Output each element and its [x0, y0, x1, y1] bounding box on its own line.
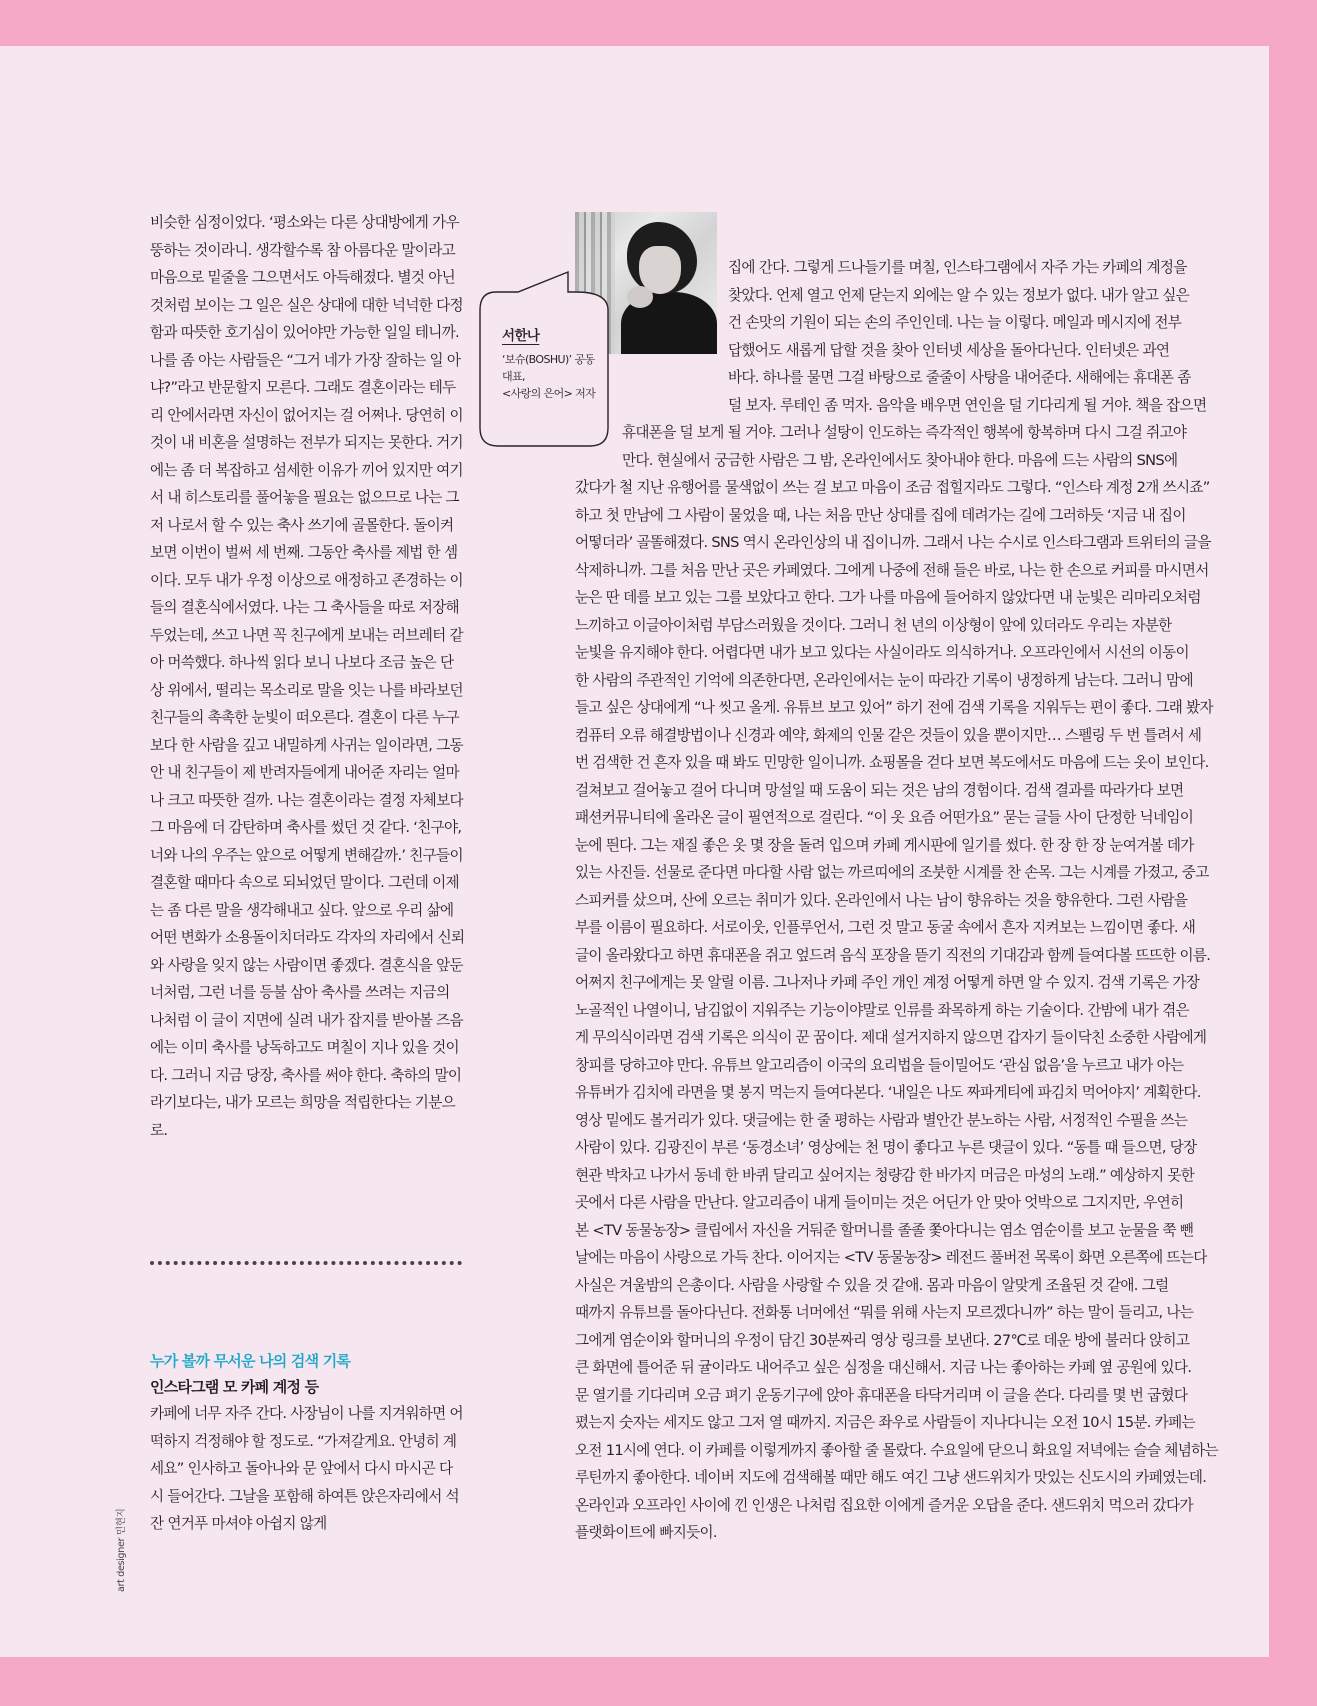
text-line: 루틴까지 좋아한다. 네이버 지도에 검색해볼 때만 해도 여긴 그냥 샌드위치가 맛있는 신도시의 카페였는데. [575, 1469, 1207, 1486]
text-line: 바다. 하나를 물면 그걸 바탕으로 줄줄이 사탕을 내어준다. 새해에는 휴대폰 좀 [728, 369, 1191, 386]
text-line: 하고 첫 만남에 그 사람이 물었을 때, 나는 처음 만난 상대를 집에 데려가는 길에 그러하듯 ‘지금 내 집이 [575, 506, 1186, 524]
text-line: 휴대폰을 덜 보게 될 거야. 그러나 설탕이 인도하는 즉각적인 행복에 항복하며 다시 그걸 쥐고야 [622, 424, 1187, 441]
text-line: 눈빛을 유지해야 한다. 어렵다면 내가 보고 있다는 사실이라도 의식하거나. 오프라인에서 시선의 이동이 [575, 644, 1189, 661]
text-line: 삭제하니까. 그를 처음 만난 곳은 카페였다. 그에게 나중에 전해 들은 바로, 나는 한 손으로 커피를 마시면서 [575, 561, 1209, 579]
text-line: 부를 이름이 필요하다. 서로이웃, 인플루언서, 그런 것 말고 동굴 속에서 흔자 지켜보는 느낌이면 좋다. 새 [575, 919, 1196, 936]
text-line: 있는 사진들. 선물로 준다면 마다할 사람 없는 까르띠에의 조붓한 시계를 찬 손목. 그는 시계를 가졌고, 중고 [575, 864, 1209, 881]
designer-credit: art designer 민현지 [116, 1508, 127, 1592]
text-line: 한 사람의 주관적인 기억에 의존한다면, 온라인에서는 눈이 따라간 기록이 냉정하게 남는다. 그러니 맘에 [575, 671, 1193, 689]
text-line: 영상 밑에도 볼거리가 있다. 댓글에는 한 줄 평하는 사람과 별안간 분노하는 사람, 서정적인 수필을 쓰는 [575, 1111, 1188, 1129]
text-line: 갔다가 철 지난 유행어를 물색없이 쓰는 걸 보고 마음이 조금 접힐지라도 그렇다. “인스타 계정 2개 쓰시죠” [575, 479, 1210, 496]
text-line: 덜 보자. 루테인 좀 먹자. 음악을 배우면 연인을 덜 기다리게 될 거야. 책을 잡으면 [728, 396, 1207, 414]
section-subtitle: 인스타그램 모 카페 계정 등 [150, 1378, 319, 1396]
text-line: 유튜버가 김치에 라면을 몇 봉지 먹는지 들여다본다. ‘내일은 나도 짜파게티에 파김치 먹어야지’ 계획한다. [575, 1084, 1201, 1101]
text-line: 눈에 띈다. 그는 재질 좋은 옷 몇 장을 돌려 입으며 카페 게시판에 일기를 썼다. 한 장 한 장 눈여겨볼 데가 [575, 836, 1194, 854]
left-column [150, 209, 465, 1144]
section-title: 누가 볼까 무서운 나의 검색 기록 [150, 1352, 351, 1370]
author-role: ‘보슈(BOSHU)’ 공동대표, [502, 353, 595, 383]
text-line: 문 열기를 기다리며 오금 펴기 운동기구에 앉아 휴대폰을 타닥거리며 이 글을 쓴다. 다리를 몇 번 굽혔다 [575, 1386, 1188, 1404]
dotted-divider [150, 1261, 462, 1265]
text-line: 때까지 유튜브를 돌아다닌다. 전화통 너머에선 “뭐를 위해 사는지 모르겠다니까” 하는 말이 들리고, 나는 [575, 1304, 1194, 1321]
text-line: 날에는 마음이 사랑으로 가득 찬다. 이어지는 <TV 동물농장> 레전드 풀버전 목록이 화면 오른쪽에 뜨는다 [575, 1249, 1207, 1266]
text-line: 스피커를 샀으며, 산에 오르는 취미가 있다. 온라인에서 나는 남이 향유하는 것을 향유한다. 그런 사람을 [575, 891, 1188, 909]
text-line: 큰 화면에 틀어준 뒤 귤이라도 내어주고 싶은 심정을 대신해서. 지금 나는 좋아하는 카페 옆 공원에 있다. [575, 1359, 1192, 1376]
text-line: 사실은 겨울밤의 은총이다. 사람을 사랑할 수 있을 것 같애. 몸과 마음이 알맞게 조율된 것 같애. 그럴 [575, 1276, 1169, 1294]
text-line: 본 <TV 동물농장> 클립에서 자신을 거둬준 할머니를 졸졸 쫓아다니는 염소 염순이를 보고 눈물을 쭉 뺀 [575, 1221, 1194, 1239]
text-line: 답했어도 새롭게 답할 것을 찾아 인터넷 세상을 돌아다닌다. 인터넷은 과연 [728, 341, 1170, 359]
text-line: 컴퓨터 오류 해결방법이나 신경과 예약, 화제의 인물 같은 것들이 있을 뿐이지만… 스펠링 두 번 틀려서 세 [575, 726, 1202, 744]
text-line: 어떻더라’ 골똘해졌다. SNS 역시 온라인상의 내 집이니까. 그래서 나는 수시로 인스타그램과 트위터의 글을 [575, 534, 1211, 551]
text-line: 글이 올라왔다고 하면 휴대폰을 쥐고 엎드려 음식 포장을 뜯기 직전의 기대감과 함께 들여다볼 뜨뜨한 이름. [575, 946, 1211, 964]
section-body: 카페에 너무 자주 간다. 사장님이 나를 지겨워하면 어떡하지 걱정해야 할 정도로. “가져갈게요. 안녕히 계세요” 인사하고 돌아나와 문 앞에서 다시 마시곤 다시 들어간다. 그날을 포함해 하여튼 앉은자리에서 석 잔 연거푸 마셔야 아쉽지 않게 [150, 1405, 463, 1532]
text-line: 건 손맛의 기원이 되는 손의 주인인데. 나는 늘 이렇다. 메일과 메시지에 전부 [728, 314, 1182, 331]
text-line: 어쩌지 친구에게는 못 알릴 이름. 그나저나 카페 주인 개인 계정 어떻게 하면 알 수 있지. 검색 기록은 가장 [575, 974, 1200, 991]
text-line: 오전 11시에 연다. 이 카페를 이렇게까지 좋아할 줄 몰랐다. 수요일에 닫으니 화요일 저녁에는 슬슬 체념하는 [575, 1441, 1218, 1459]
text-line: 플랫화이트에 빠지듯이. [575, 1524, 717, 1541]
text-line: 그에게 염순이와 할머니의 우정이 담긴 30분짜리 영상 링크를 보낸다. 27℃로 데운 방에 불러다 앉히고 [575, 1331, 1190, 1349]
text-line: 번 검색한 건 흔자 있을 때 봐도 민망한 일이니까. 쇼핑몰을 걷다 보면 복도에서도 마음에 드는 옷이 보인다. [575, 754, 1209, 771]
text-line: 걸쳐보고 걸어놓고 걸어 다니며 망설일 때 도움이 되는 것은 남의 경험이다. 검색 결과를 따라가다 보면 [575, 781, 1184, 799]
text-line: 사람이 있다. 김광진이 부른 ‘동경소녀’ 영상에는 천 명이 좋다고 누른 댓글이 있다. “동틀 때 들으면, 당장 [575, 1139, 1197, 1156]
text-line: 집에 간다. 그렇게 드나들기를 며칠, 인스타그램에서 자주 가는 카페의 계정을 [728, 259, 1187, 276]
text-line: 현관 박차고 나가서 동네 한 바퀴 달리고 싶어지는 청량감 한 바가지 머금은 마성의 노래.” 예상하지 못한 [575, 1166, 1195, 1184]
text-line: 눈은 딴 데를 보고 있는 그를 보았다고 한다. 그가 나를 마음에 들어하지 않았다면 내 눈빛은 리마리오처럼 [575, 589, 1201, 606]
text-line: 만다. 현실에서 궁금한 사람은 그 밤, 온라인에서도 찾아내야 한다. 마음에 드는 사람의 SNS에 [622, 451, 1178, 469]
search-history-section [150, 1348, 465, 1538]
author-book: <사랑의 은어> 저자 [502, 387, 596, 400]
text-line: 들고 싶은 상대에게 “나 씻고 올게. 유튜브 보고 있어” 하기 전에 검색 기록을 지워두는 편이 좋다. 그래 봤자 [575, 699, 1213, 716]
text-line: 느끼하고 이글아이처럼 부담스러웠을 것이다. 그러니 천 년의 이상형이 앞에 있더라도 우리는 자분한 [575, 616, 1172, 634]
text-line: 폈는지 숫자는 세지도 않고 그저 열 때까지. 지금은 좌우로 사람들이 지나다니는 오전 10시 15분. 카페는 [575, 1414, 1195, 1431]
text-line: 패션커뮤니티에 올라온 글이 필연적으로 걸린다. “이 옷 요즘 어떤가요” 묻는 글들 사이 단정한 닉네임이 [575, 809, 1194, 826]
text-line: 곳에서 다른 사람을 만난다. 알고리즘이 내게 들이미는 것은 어딘가 안 맞아 엇박으로 그지지만, 우연히 [575, 1194, 1184, 1211]
text-line: 찾았다. 언제 열고 언제 닫는지 외에는 알 수 있는 정보가 없다. 내가 알고 싶은 [728, 286, 1190, 304]
text-line: 온라인과 오프라인 사이에 낀 인생은 나처럼 집요한 이에게 즐거운 오답을 준다. 샌드위치 먹으러 갔다가 [575, 1496, 1193, 1514]
right-column [575, 254, 1225, 1547]
author-name: 서한나 [502, 328, 540, 344]
text-line: 게 무의식이라면 검색 기록은 의식이 꾼 꿈이다. 제대 설거지하지 않으면 갑자기 들이닥친 소중한 사람에게 [575, 1029, 1207, 1046]
left-paragraph: 비슷한 심정이었다. ‘평소와는 다른 상대방에게 가우뚱하는 것이라니. 생각할수록 참 아름다운 말이라고 마음으로 밑줄을 그으면서도 아득해졌다. 별것 아닌 것처럼 보이는 그 일은 실은 상대에 대한 넉넉한 다정함과 따뜻한 호기심이 있어야만 가능한 일일 테니까. 나를 좀 아는 사람들은 “그거 네가 가장 잘하는 일 아냐?”라고 반문할지 모른다. 그래도 결혼이라는 테두리 안에서라면 자신이 없어지는 걸 어쩌나. 당연히 이것이 내 비혼을 설명하는 전부가 되지는 못한다. 거기에는 좀 더 복잡하고 섬세한 이유가 끼어 있지만 여기서 내 히스토리를 풀어놓을 필요는 없으므로 나는 그저 나로서 할 수 있는 축사 쓰기에 골몰한다. 돌이켜보면 이번이 벌써 세 번째. 그동안 축사를 제법 한 셈이다. 모두 내가 우정 이상으로 애정하고 존경하는 이들의 결혼식에서였다. 나는 그 축사들을 따로 저장해두었는데, 쓰고 나면 꼭 친구에게 보내는 러브레터 같아 머쓱했다. 하나씩 읽다 보니 나보다 조금 높은 단상 위에서, 떨리는 목소리로 말을 잇는 나를 바라보던 친구들의 촉촉한 눈빛이 떠오른다. 결혼이 다른 누구보다 한 사람을 깊고 내밀하게 사귀는 일이라면, 그동안 내 친구들이 제 반려자들에게 내어준 자리는 얼마나 크고 따뜻한 걸까. 나는 결혼이라는 결정 자체보다 그 마음에 더 감탄하며 축사를 썼던 것 같다. ‘친구야, 너와 나의 우주는 앞으로 어떻게 변해갈까.’ 친구들이 결혼할 때마다 속으로 되뇌었던 말이다. 그런데 이제는 좀 다른 말을 생각해내고 싶다. 앞으로 우리 삶에 어떤 변화가 소용돌이치더라도 각자의 자리에서 신뢰와 사랑을 잊지 않는 사람이면 좋겠다. 결혼식을 앞둔 너처럼, 그런 너를 등불 삼아 축사를 쓰려는 지금의 나처럼 이 글이 지면에 실려 내가 잡지를 받아볼 즈음에는 이미 축사를 낭독하고도 며칠이 지나 있을 것이다. 그러니 지금 당장, 축사를 써야 한다. 축하의 말이라기보다는, 내가 모르는 희망을 적립한다는 기분으로. [150, 214, 465, 1139]
text-line: 노골적인 나열이니, 남김없이 지워주는 기능이야말로 인류를 좌목하게 하는 기술이다. 간밤에 내가 겪은 [575, 1001, 1189, 1019]
text-line: 창피를 당하고야 만다. 유튜브 알고리즘이 이국의 요리법을 들이밀어도 ‘관심 없음’을 누르고 내가 아는 [575, 1056, 1184, 1074]
